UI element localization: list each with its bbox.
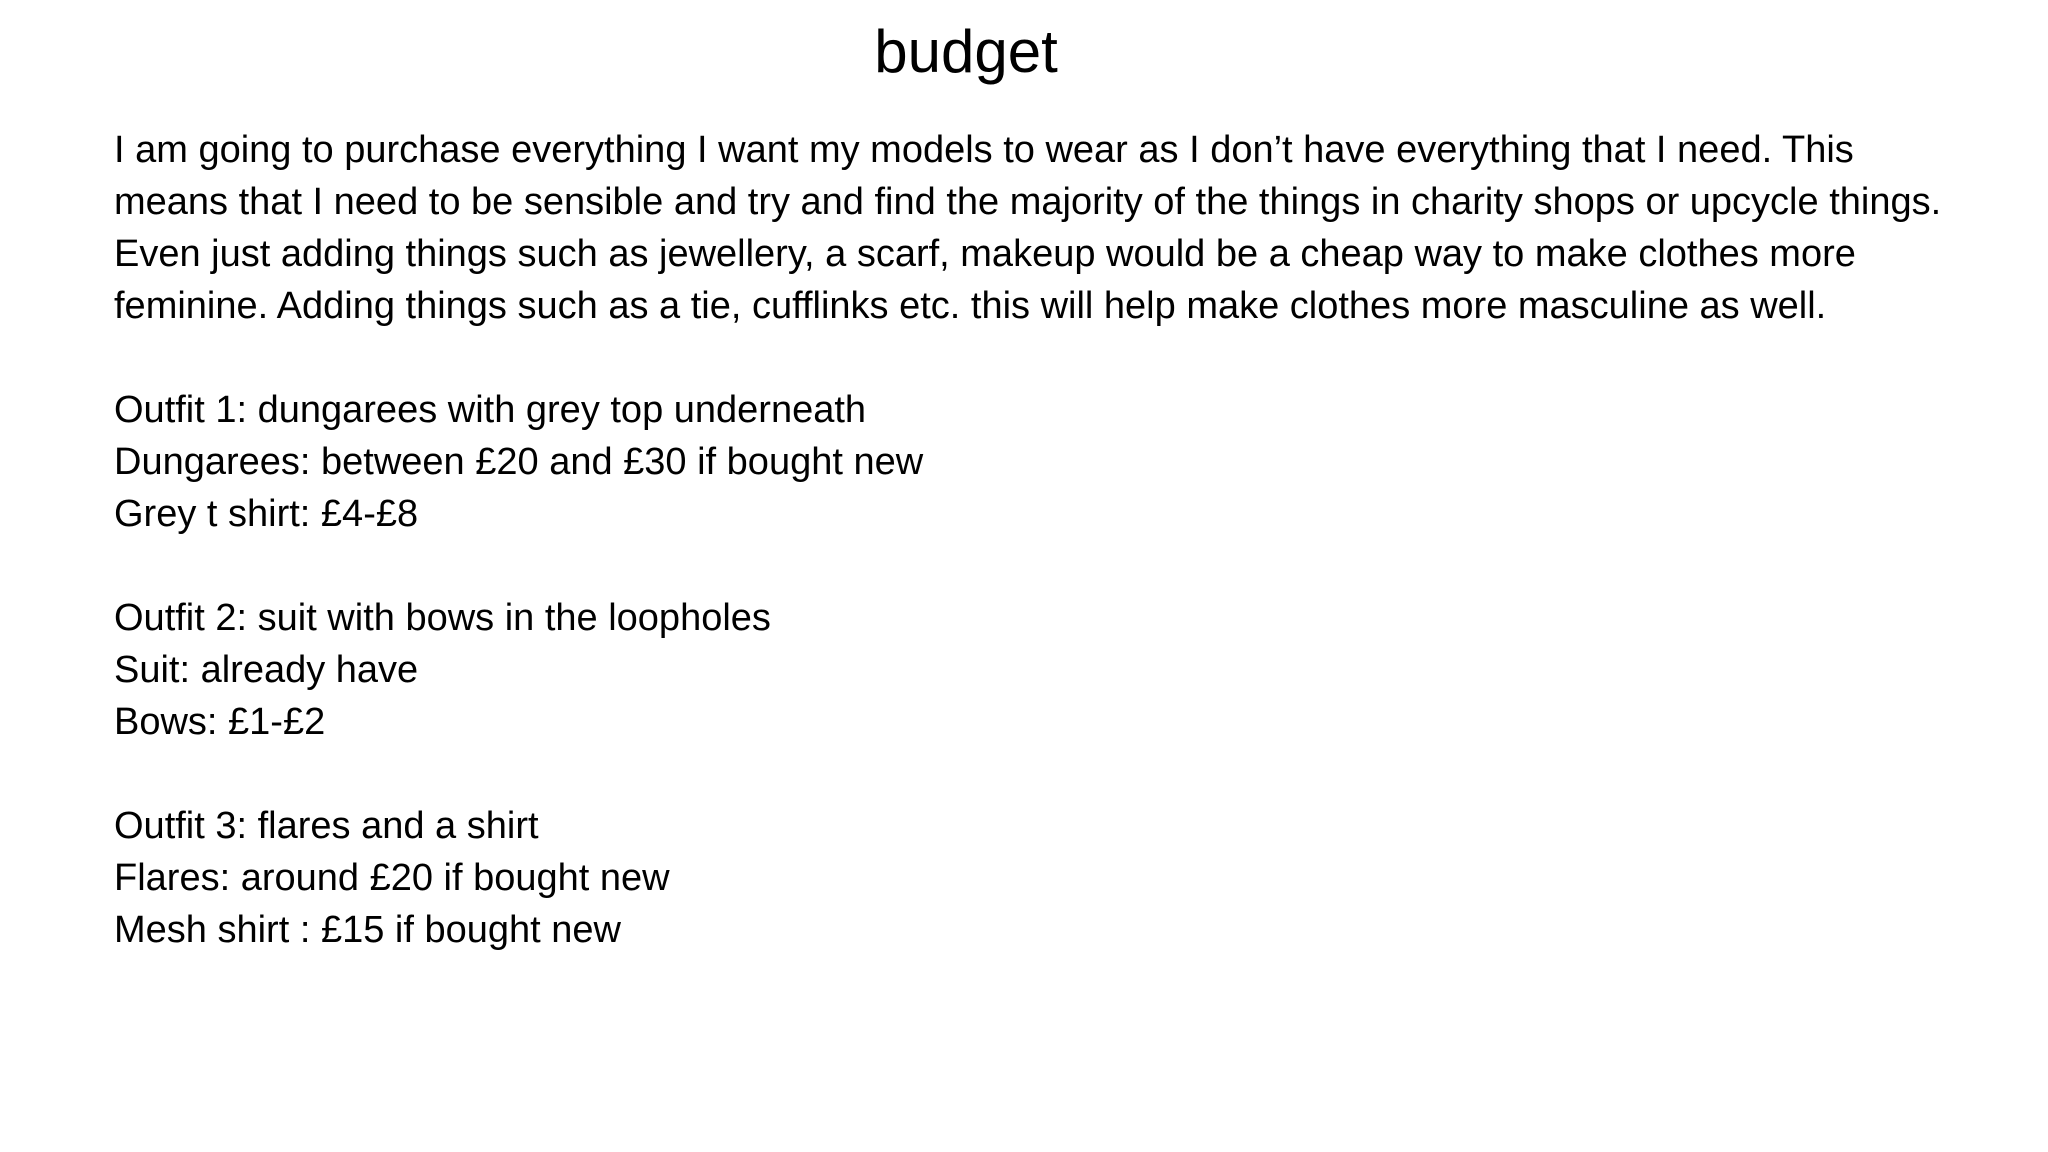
intro-paragraph: I am going to purchase everything I want my models to wear as I don’t have everything that I need. This means that I need to be sensible and try and find the majority of the things in charity shops or upcycle things. Even just adding things such as jewellery, a scarf, makeup would be a cheap way to make clothes more feminine. Adding things such as a tie, cufflinks etc. this will help make clothes more masculine as well. [114, 129, 1942, 327]
outfit-item: Flares: around £20 if bought new [114, 857, 670, 899]
outfit-heading: Outfit 3: flares and a shirt [114, 805, 539, 847]
outfit-item: Bows: £1-£2 [114, 701, 326, 743]
outfit-3 [114, 800, 1944, 956]
spacer [114, 540, 1944, 592]
outfit-1 [114, 384, 1944, 540]
outfit-item: Suit: already have [114, 649, 419, 691]
spacer [114, 332, 1944, 384]
outfit-heading: Outfit 2: suit with bows in the loopholes [114, 597, 771, 639]
slide-title: budget [874, 18, 1058, 85]
outfit-item: Dungarees: between £20 and £30 if bought new [114, 441, 924, 483]
slide-body [114, 124, 1944, 956]
outfit-2 [114, 592, 1944, 748]
outfit-item: Mesh shirt : £15 if bought new [114, 909, 621, 951]
outfit-heading: Outfit 1: dungarees with grey top underneath [114, 389, 867, 431]
outfit-item: Grey t shirt: £4-£8 [114, 493, 419, 535]
spacer [114, 748, 1944, 800]
